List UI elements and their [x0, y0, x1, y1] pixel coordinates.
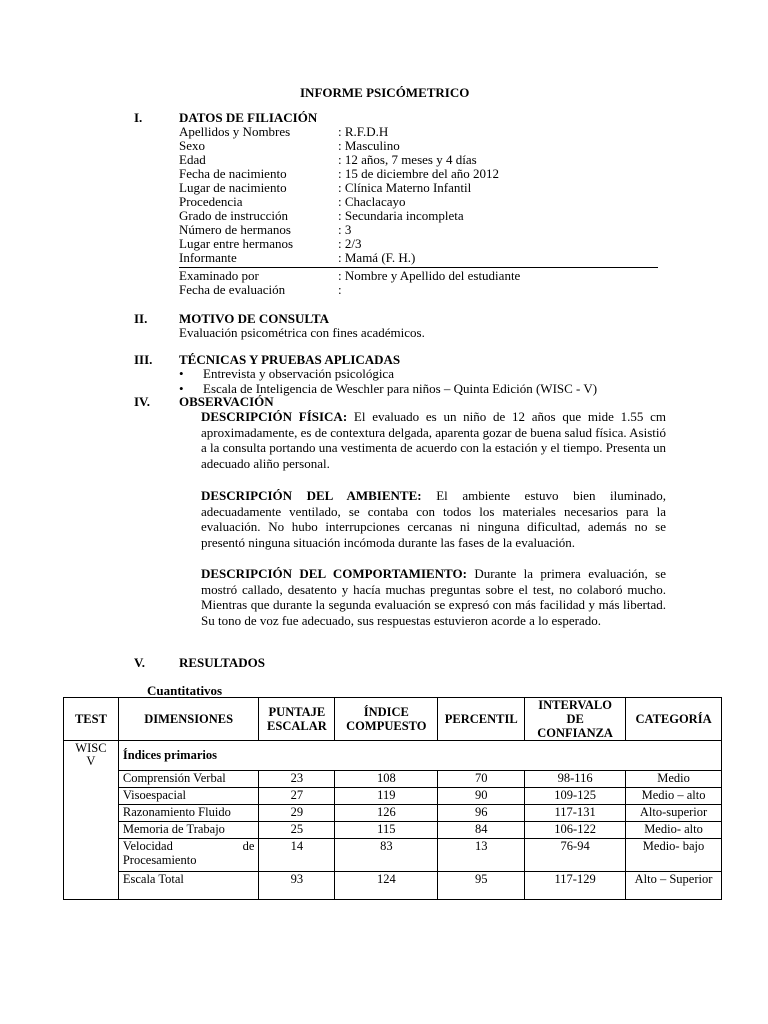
bullet-icon: • [179, 381, 184, 396]
filiacion-value: : Masculino [338, 138, 400, 153]
header-categoria: CATEGORÍA [626, 698, 722, 741]
table-row [64, 788, 722, 805]
table-group-row [64, 741, 722, 771]
test-name-cell: WISC V [64, 741, 119, 900]
paragraph-comportamiento [201, 566, 666, 628]
intervalo-cell: 76-94 [525, 839, 626, 872]
dimension-cell: Razonamiento Fluido [118, 805, 259, 822]
header-intervalo: INTERVALO DE CONFIANZA [525, 698, 626, 741]
filiacion-label: Procedencia [179, 194, 243, 209]
puntaje-escalar-cell: 25 [259, 822, 335, 839]
categoria-cell: Medio- alto [626, 822, 722, 839]
filiacion-value: : 12 años, 7 meses y 4 días [338, 152, 477, 167]
filiacion-row [179, 153, 659, 167]
filiacion-label: Lugar de nacimiento [179, 180, 287, 195]
filiacion-label: Número de hermanos [179, 222, 291, 237]
section-2-text: Evaluación psicométrica con fines académicos. [179, 325, 425, 340]
indice-compuesto-cell: 124 [335, 872, 438, 900]
intervalo-cell: 106-122 [525, 822, 626, 839]
percentil-cell: 13 [438, 839, 525, 872]
indice-compuesto-cell: 115 [335, 822, 438, 839]
technique-text: Entrevista y observación psicológica [203, 366, 394, 381]
section-5-title: RESULTADOS [179, 655, 265, 670]
dimension-cell: Velocidad de Procesamiento [118, 839, 259, 872]
header-test: TEST [64, 698, 119, 741]
header-dimensiones: DIMENSIONES [118, 698, 259, 741]
filiacion-label: Fecha de evaluación [179, 282, 286, 297]
bullet-icon: • [179, 366, 184, 381]
indice-compuesto-cell: 83 [335, 839, 438, 872]
paragraph-comportamiento-text: Durante la primera evaluación, se mostró callado, desatento y hacía muchas preguntas sobre el test, no colaboró mucho. Mientras que durante la segunda evaluación se expresó con más facilidad y más libertad. Su tono de voz fue adecuado, sus respuestas estuvieron acorde a lo esperado. [201, 566, 667, 628]
filiacion-value: : R.F.D.H [338, 124, 389, 139]
categoria-cell: Alto-superior [626, 805, 722, 822]
filiacion-row [179, 269, 659, 283]
filiacion-value: : 3 [338, 222, 352, 237]
section-1-title: DATOS DE FILIACIÓN [179, 110, 318, 125]
dimension-cell: Escala Total [118, 872, 259, 900]
filiacion-label: Informante [179, 250, 237, 265]
results-table [63, 697, 722, 900]
categoria-cell: Medio – alto [626, 788, 722, 805]
table-body [64, 741, 722, 900]
section-4-number: IV. [134, 394, 151, 409]
paragraph-fisica [201, 409, 666, 471]
filiacion-row [179, 167, 659, 181]
percentil-cell: 90 [438, 788, 525, 805]
filiacion-row [179, 283, 659, 297]
table-row [64, 839, 722, 872]
paragraph-fisica-text: El evaluado es un niño de 12 años que mide 1.55 cm aproximadamente, es de contextura delgada, aparenta gozar de buena salud física. Asistió a la consulta portando una vestimenta de acuerdo con la estación y el tiempo. Presenta un adecuado aliño personal. [201, 409, 666, 471]
filiacion-value: : Mamá (F. H.) [338, 250, 416, 265]
filiacion-row [179, 181, 659, 195]
puntaje-escalar-cell: 23 [259, 771, 335, 788]
paragraph-comportamiento-label: DESCRIPCIÓN DEL COMPORTAMIENTO: [201, 566, 467, 581]
section-5-number: V. [134, 655, 145, 670]
table-header-row [64, 698, 722, 741]
filiacion-value: : Secundaria incompleta [338, 208, 464, 223]
filiacion-value: : 2/3 [338, 236, 362, 251]
group-label-cell: Índices primarios [118, 741, 721, 771]
indice-compuesto-cell: 126 [335, 805, 438, 822]
dimension-cell: Visoespacial [118, 788, 259, 805]
filiacion-label: Examinado por [179, 268, 259, 283]
puntaje-escalar-cell: 93 [259, 872, 335, 900]
percentil-cell: 95 [438, 872, 525, 900]
filiacion-value: : Clínica Materno Infantil [338, 180, 472, 195]
filiacion-label: Edad [179, 152, 206, 167]
filiacion-value: : Nombre y Apellido del estudiante [338, 268, 521, 283]
intervalo-cell: 117-131 [525, 805, 626, 822]
header-puntaje-escalar: PUNTAJE ESCALAR [259, 698, 335, 741]
header-indice-compuesto: ÍNDICE COMPUESTO [335, 698, 438, 741]
paragraph-ambiente-text: El ambiente estuvo bien iluminado, adecuadamente ventilado, se contaba con todos los materiales necesarios para la evaluación. No hubo interrupciones cercanas ni ninguna dificultad, además no se presentó ninguna situación incómoda durante las fases de la evaluación. [201, 488, 666, 550]
header-percentil: PERCENTIL [438, 698, 525, 741]
filiacion-row [179, 195, 659, 209]
puntaje-escalar-cell: 27 [259, 788, 335, 805]
filiacion-row [179, 223, 659, 237]
filiacion-row [179, 139, 659, 153]
filiacion-divider [179, 267, 658, 268]
filiacion-value: : Chaclacayo [338, 194, 406, 209]
indice-compuesto-cell: 119 [335, 788, 438, 805]
table-row [64, 822, 722, 839]
filiacion-label: Apellidos y Nombres [179, 124, 291, 139]
categoria-cell: Alto – Superior [626, 872, 722, 900]
filiacion-value: : 15 de diciembre del año 2012 [338, 166, 500, 181]
filiacion-label: Lugar entre hermanos [179, 236, 294, 251]
section-1-number: I. [134, 110, 143, 125]
filiacion-label: Fecha de nacimiento [179, 166, 287, 181]
table-row [64, 872, 722, 900]
document-title: INFORME PSICÓMETRICO [300, 85, 470, 100]
section-4-title: OBSERVACIÓN [179, 394, 274, 409]
paragraph-ambiente-label: DESCRIPCIÓN DEL AMBIENTE: [201, 488, 422, 503]
percentil-cell: 96 [438, 805, 525, 822]
filiacion-row [179, 251, 659, 265]
paragraph-ambiente [201, 488, 666, 550]
table-row [64, 771, 722, 788]
filiacion-label: Sexo [179, 138, 205, 153]
intervalo-cell: 117-129 [525, 872, 626, 900]
puntaje-escalar-cell: 14 [259, 839, 335, 872]
puntaje-escalar-cell: 29 [259, 805, 335, 822]
percentil-cell: 70 [438, 771, 525, 788]
section-2-title: MOTIVO DE CONSULTA [179, 311, 329, 326]
dimension-cell: Memoria de Trabajo [118, 822, 259, 839]
section-3-title: TÉCNICAS Y PRUEBAS APLICADAS [179, 352, 401, 367]
dimension-cell: Comprensión Verbal [118, 771, 259, 788]
filiacion-row [179, 209, 659, 223]
results-subtitle: Cuantitativos [147, 683, 223, 698]
section-3-number: III. [134, 352, 153, 367]
categoria-cell: Medio- bajo [626, 839, 722, 872]
filiacion-label: Grado de instrucción [179, 208, 289, 223]
table-row [64, 805, 722, 822]
paragraph-fisica-label: DESCRIPCIÓN FÍSICA: [201, 409, 348, 424]
filiacion-value: : [338, 282, 342, 297]
filiacion-row [179, 237, 659, 251]
intervalo-cell: 109-125 [525, 788, 626, 805]
filiacion-row [179, 125, 659, 139]
intervalo-cell: 98-116 [525, 771, 626, 788]
indice-compuesto-cell: 108 [335, 771, 438, 788]
percentil-cell: 84 [438, 822, 525, 839]
categoria-cell: Medio [626, 771, 722, 788]
technique-text: Escala de Inteligencia de Weschler para niños – Quinta Edición (WISC - V) [203, 381, 598, 396]
section-2-number: II. [134, 311, 148, 326]
